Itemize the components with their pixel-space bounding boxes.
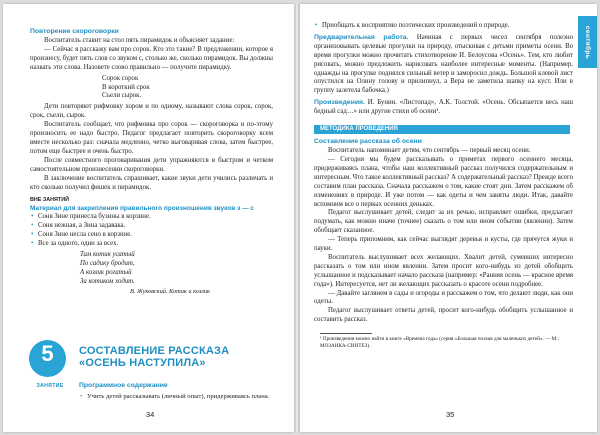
goal-list [314, 22, 573, 31]
left-content [30, 28, 273, 295]
paragraph: Воспитатель напоминает детям, что сентябрь — первый месяц осени. [328, 147, 531, 155]
paragraph: Педагог выслушивает детей, следит за их речью, исправляет ошибки, предлагает подумать, как можно иначе (точнее) сказать о том или ином событии (явлении). Затем обобщает сказанное. [314, 209, 573, 235]
lesson-number: 5 [41, 341, 54, 366]
list-item: • Все за одного, один за всех. [30, 240, 273, 249]
footnote: ¹ Произведения можно найти в книге «Времена года» (серия «Большая поэзия для маленьких детей». — М.: МОЗАИКА-СИНТЕЗ). [320, 336, 559, 349]
paragraph: — Сегодня мы будем рассказывать о приметах первого осеннего месяца, придерживаясь плана, чтобы наш коллективный рассказ получился содержательным и интересным. Что такое коллективный рассказ? А содержательный рассказ? Прежде всего составим план рассказа. Сначала расскажем о том, какие стоят дни. Затем расскажем об изменениях в природе. И уже потом — как одеты и чем заняты люди. Итак, давайте вспомним все о первых осенних деньках. [314, 155, 573, 208]
book-spine [295, 4, 299, 432]
works-label: Произведения. [314, 99, 365, 107]
paragraph: Дети повторяют рифмовку хором и по одному, называют слова сорок, сорок, срок, съели, сырок. [30, 103, 273, 120]
paragraph: — Сейчас я расскажу вам про сорок. Кто это такие? В предложении, которое я произнесу, будет пять слов со звуком с, столько же, сколько пирамидок. Вы должны назвать эти слова. Назовете слово правильно — получите пирамидку. [30, 45, 273, 71]
list-item: • Соня нежная, а Зина задавака. [30, 222, 273, 231]
verse-credit: В. Жуковский. Котик и козлик [130, 287, 210, 295]
verse-line: По садику бродит, [80, 259, 135, 267]
works-paragraph [314, 99, 573, 117]
paragraph: Воспитатель сообщает, что рифмовка про сорок — скороговорка и по-этому произносить ее надо быстро. Педагог предлагает повторить скороговорку всем вместе несколько раз: сначала медленно, четко выговаривая слова, затем быстрее, потом еще быстрее и очень быстро. [30, 121, 273, 155]
verse [80, 251, 273, 287]
program-item: • Учить детей рассказывать (личный опыт), придерживаясь плана. [79, 393, 287, 400]
paragraph: Педагог выслушивает ответы детей, просит кого-нибудь обобщить услышанное и составить рассказ. [314, 307, 573, 324]
footnote-rule [320, 333, 372, 334]
list-item: • Соня Зине принесла бузины в корзине. [30, 213, 273, 222]
lesson-title: СОСТАВЛЕНИЕ РАССКАЗА «ОСЕНЬ НАСТУПИЛА» [79, 345, 230, 369]
paragraph: Воспитатель ставит на стол пять пирамидок и объясняет задание: [44, 37, 235, 44]
lesson-label: ЗАНЯТИЕ [36, 383, 64, 389]
verse-line: Там котик усатый [80, 251, 135, 259]
list-item: • Приобщать к восприятию поэтических произведений о природе. [314, 22, 573, 31]
right-page [300, 4, 597, 432]
section-title: Составление рассказа об осени [314, 138, 422, 146]
list-item: • Соня Зине несла сено в корзине. [30, 231, 273, 240]
material-heading: Материал для закрепления правильного произношения звуков з — с [30, 205, 255, 213]
month-tab-label-wrap [578, 16, 597, 68]
prep-paragraph [314, 34, 573, 96]
works-text: И. Бунин. «Листопад», А.К. Толстой. «Осень. Обсыпается весь наш бедный сад…» или другие стихи об осени¹. [314, 99, 573, 116]
verse-line: В короткий срок [102, 83, 150, 91]
verse-line: А козлик рогатый [80, 268, 132, 276]
paragraph: — Давайте заглянем в сады и огороды и расскажем о том, что делают люди, как они одеты. [314, 289, 573, 306]
paragraph: — Теперь припомним, как сейчас выглядят деревья и кусты, где прячутся жуки и пауки. [314, 236, 573, 253]
phrase-list [30, 213, 273, 249]
paragraph: После совместного проговаривания дети упражняются в быстром и четком самостоятельном произнесении скороговорки. [30, 156, 273, 173]
paragraph: В заключение воспитатель спрашивает, какие звуки дети учились различать и кто сколько получил фишек и пирамидок. [30, 174, 273, 191]
verse-line: Сорок сорок [102, 74, 139, 82]
program-heading: Программное содержание [79, 382, 168, 389]
verse [102, 75, 273, 102]
page-number: 35 [446, 410, 455, 419]
left-page [3, 4, 294, 432]
prep-text: Начиная с первых чисел сентября полезно организовывать целевые прогулки на природу, отыскивая с детьми приметы осени. Во время прогулки можно прочитать стихотворение И. Белоусова «Осень». Тем, кто любит рисовать, можно предложить нарисовать наиболее интересные моменты. (Например, однажды на прогулке поднялся сильный ветер и заморосил дождь. Большой клевой лист опустился на Олину голову и прилипнул, а Вера не заметила шапку на куст. Или в группу залетела бабочка.) [314, 33, 573, 95]
page-number: 34 [146, 410, 155, 419]
paragraph: Воспитатель выслушивает всех желающих. Хвалит детей, сумевших интересно рассказать о том или ином явлении. Затем просит кого-нибудь из детей обобщить услышанное и подсказывает начало рассказа (например: «Ранняя осень — красное время года»). Интересуется, нет ли желающих рассказать о красоте осени подробнее. [314, 253, 573, 288]
outside-lessons-label: ВНЕ ЗАНЯТИЙ [30, 197, 69, 204]
month-tab-label: сентябрь [584, 25, 592, 59]
section-title: Повторение скороговорки [30, 28, 119, 35]
lesson-number-badge [29, 340, 66, 377]
method-bar: МЕТОДИКА ПРОВЕДЕНИЯ [314, 125, 570, 134]
right-content [314, 22, 573, 349]
verse-line: За котиком ходит. [80, 277, 135, 285]
prep-label: Предварительная работа. [314, 33, 409, 41]
verse-line: Съели сырок. [102, 92, 142, 100]
